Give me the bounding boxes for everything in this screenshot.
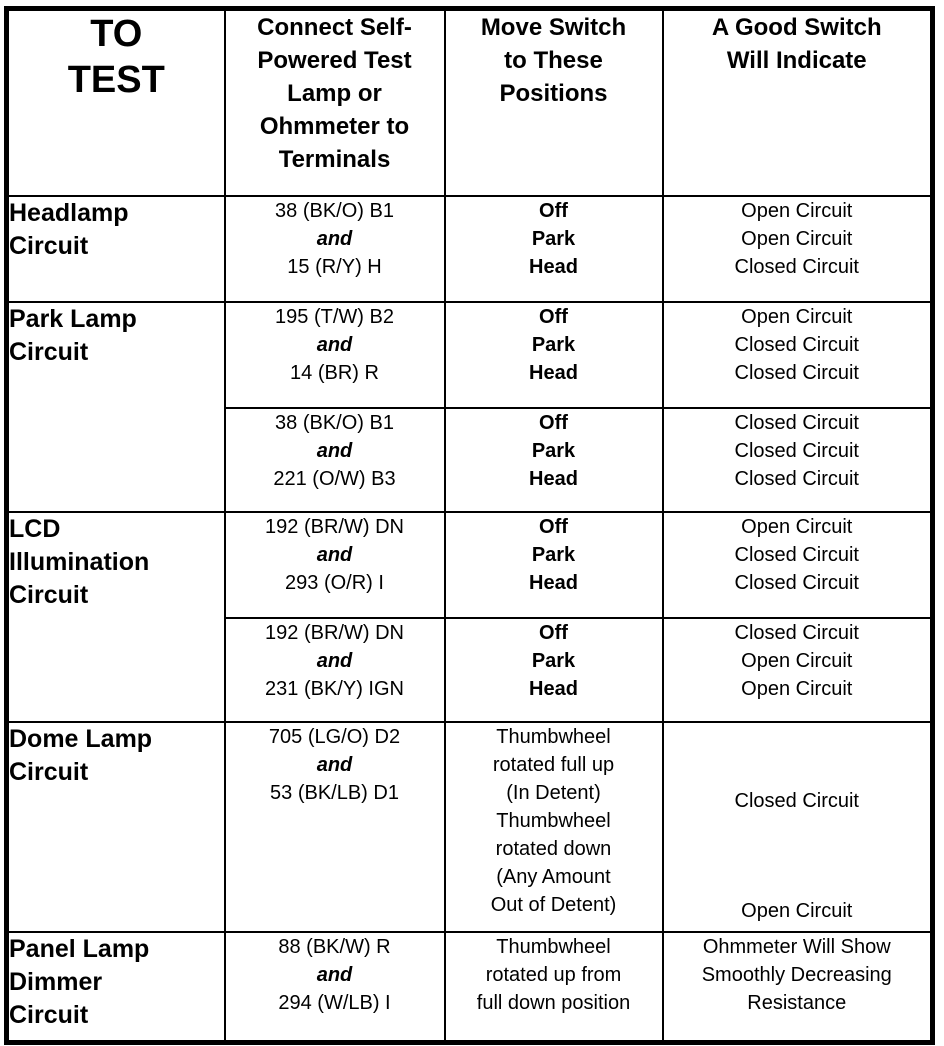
result-text: Closed Circuit	[734, 572, 859, 594]
header-line: Terminals	[278, 146, 391, 173]
header-connect	[225, 9, 445, 197]
header-line: TEST	[67, 59, 165, 101]
row-panel-lamp-dimmer	[7, 932, 933, 1042]
row-lcd-1	[7, 512, 933, 618]
header-to-test	[7, 9, 225, 197]
result-text: Open Circuit	[741, 900, 853, 922]
result-text: Open Circuit	[741, 306, 853, 328]
result-text: Closed Circuit	[734, 256, 859, 278]
terminals-cell	[225, 408, 445, 512]
result-text: Open Circuit	[741, 200, 853, 222]
position-text: Head	[529, 468, 578, 490]
position-text: rotated up from	[485, 964, 622, 986]
position-text: Head	[529, 256, 578, 278]
results-cell	[663, 408, 933, 512]
result-text: Open Circuit	[741, 228, 853, 250]
positions-cell	[445, 512, 663, 618]
positions-cell	[445, 302, 663, 408]
position-text: Head	[529, 572, 578, 594]
terminal-text: 192 (BR/W) DN	[265, 622, 404, 644]
terminal-text: 38 (BK/O) B1	[275, 412, 394, 434]
circuit-name-line: Illumination	[9, 548, 150, 576]
header-good-switch	[663, 9, 933, 197]
terminal-text: 195 (T/W) B2	[275, 306, 394, 328]
and-text: and	[316, 334, 353, 356]
circuit-name-line: Panel Lamp	[9, 935, 150, 963]
terminal-text: 231 (BK/Y) IGN	[265, 678, 404, 700]
row-park-lamp-1	[7, 302, 933, 408]
circuit-name-line: Circuit	[9, 758, 89, 786]
result-text: Closed Circuit	[734, 468, 859, 490]
result-text: Open Circuit	[741, 516, 853, 538]
position-text: (Any Amount	[496, 866, 611, 888]
terminal-text: 15 (R/Y) H	[287, 256, 382, 278]
switch-test-table	[4, 6, 935, 1045]
header-line: A Good Switch	[711, 14, 882, 41]
circuit-name-dome-lamp	[7, 722, 225, 932]
positions-cell	[445, 196, 663, 302]
terminal-text: 88 (BK/W) R	[278, 936, 391, 958]
position-text: rotated full up	[492, 754, 615, 776]
position-text: Off	[539, 200, 568, 222]
and-text: and	[316, 754, 353, 776]
results-cell	[663, 512, 933, 618]
circuit-name-line: Dome Lamp	[9, 725, 153, 753]
position-text: Park	[531, 440, 576, 462]
circuit-name-line: Circuit	[9, 338, 89, 366]
result-text: Open Circuit	[741, 650, 853, 672]
header-row	[7, 9, 933, 197]
position-text: Park	[531, 544, 576, 566]
and-text: and	[316, 228, 353, 250]
and-text: and	[316, 544, 353, 566]
header-line: to These	[504, 47, 603, 74]
positions-cell	[445, 408, 663, 512]
header-line: Will Indicate	[726, 47, 867, 74]
result-text: Closed Circuit	[734, 334, 859, 356]
header-line: Ohmmeter to	[259, 113, 410, 140]
position-text: Head	[529, 678, 578, 700]
and-text: and	[316, 964, 353, 986]
result-spacer	[664, 815, 931, 897]
result-text: Ohmmeter Will Show	[702, 936, 891, 958]
terminals-cell	[225, 932, 445, 1042]
header-line: TO	[90, 13, 143, 55]
header-line: Lamp or	[287, 80, 382, 107]
circuit-name-line: Headlamp	[9, 199, 129, 227]
circuit-name-park-lamp	[7, 302, 225, 512]
position-text: Thumbwheel	[496, 810, 611, 832]
terminal-text: 705 (LG/O) D2	[268, 726, 401, 748]
position-text: Off	[539, 412, 568, 434]
circuit-name-line: Park Lamp	[9, 305, 137, 333]
terminal-text: 293 (O/R) I	[285, 572, 384, 594]
position-text: Thumbwheel	[496, 726, 611, 748]
circuit-name-lcd	[7, 512, 225, 722]
result-text: Closed Circuit	[734, 412, 859, 434]
position-text: Out of Detent)	[490, 894, 617, 916]
header-line: Connect Self-	[257, 14, 412, 41]
position-text: Off	[539, 516, 568, 538]
header-move-switch	[445, 9, 663, 197]
and-text: and	[316, 650, 353, 672]
result-text: Smoothly Decreasing	[701, 964, 892, 986]
position-text: Park	[531, 650, 576, 672]
position-text: rotated down	[495, 838, 612, 860]
terminals-cell	[225, 302, 445, 408]
terminal-text: 221 (O/W) B3	[273, 468, 396, 490]
result-text: Closed Circuit	[734, 622, 859, 644]
positions-cell	[445, 618, 663, 722]
and-text: and	[316, 440, 353, 462]
terminals-cell	[225, 512, 445, 618]
terminal-text: 192 (BR/W) DN	[265, 516, 404, 538]
result-text: Open Circuit	[741, 678, 853, 700]
header-line: Powered Test	[257, 47, 412, 74]
terminals-cell	[225, 618, 445, 722]
results-cell	[663, 722, 933, 932]
result-text: Closed Circuit	[734, 790, 859, 812]
row-dome-lamp	[7, 722, 933, 932]
results-cell	[663, 932, 933, 1042]
position-text: Head	[529, 362, 578, 384]
row-headlamp	[7, 196, 933, 302]
result-text: Resistance	[747, 992, 847, 1014]
result-text: Closed Circuit	[734, 544, 859, 566]
position-text: Thumbwheel	[496, 936, 611, 958]
results-cell	[663, 618, 933, 722]
circuit-name-headlamp	[7, 196, 225, 302]
position-text: Park	[531, 228, 576, 250]
terminal-text: 38 (BK/O) B1	[275, 200, 394, 222]
circuit-name-line: Circuit	[9, 581, 89, 609]
terminals-cell	[225, 196, 445, 302]
position-text: Off	[539, 306, 568, 328]
result-text: Closed Circuit	[734, 362, 859, 384]
terminal-text: 14 (BR) R	[290, 362, 379, 384]
terminal-text: 53 (BK/LB) D1	[270, 782, 399, 804]
header-line: Positions	[499, 80, 608, 107]
results-cell	[663, 196, 933, 302]
positions-cell	[445, 722, 663, 932]
terminals-cell	[225, 722, 445, 932]
circuit-name-line: Circuit	[9, 1001, 89, 1029]
header-line: Move Switch	[480, 14, 627, 41]
position-text: full down position	[476, 992, 631, 1014]
position-text: Park	[531, 334, 576, 356]
circuit-name-panel-lamp-dimmer	[7, 932, 225, 1042]
circuit-name-line: Circuit	[9, 232, 89, 260]
results-cell	[663, 302, 933, 408]
position-text: (In Detent)	[506, 782, 601, 804]
result-text: Closed Circuit	[734, 440, 859, 462]
circuit-name-line: LCD	[9, 515, 61, 543]
terminal-text: 294 (W/LB) I	[278, 992, 391, 1014]
positions-cell	[445, 932, 663, 1042]
circuit-name-line: Dimmer	[9, 968, 103, 996]
position-text: Off	[539, 622, 568, 644]
